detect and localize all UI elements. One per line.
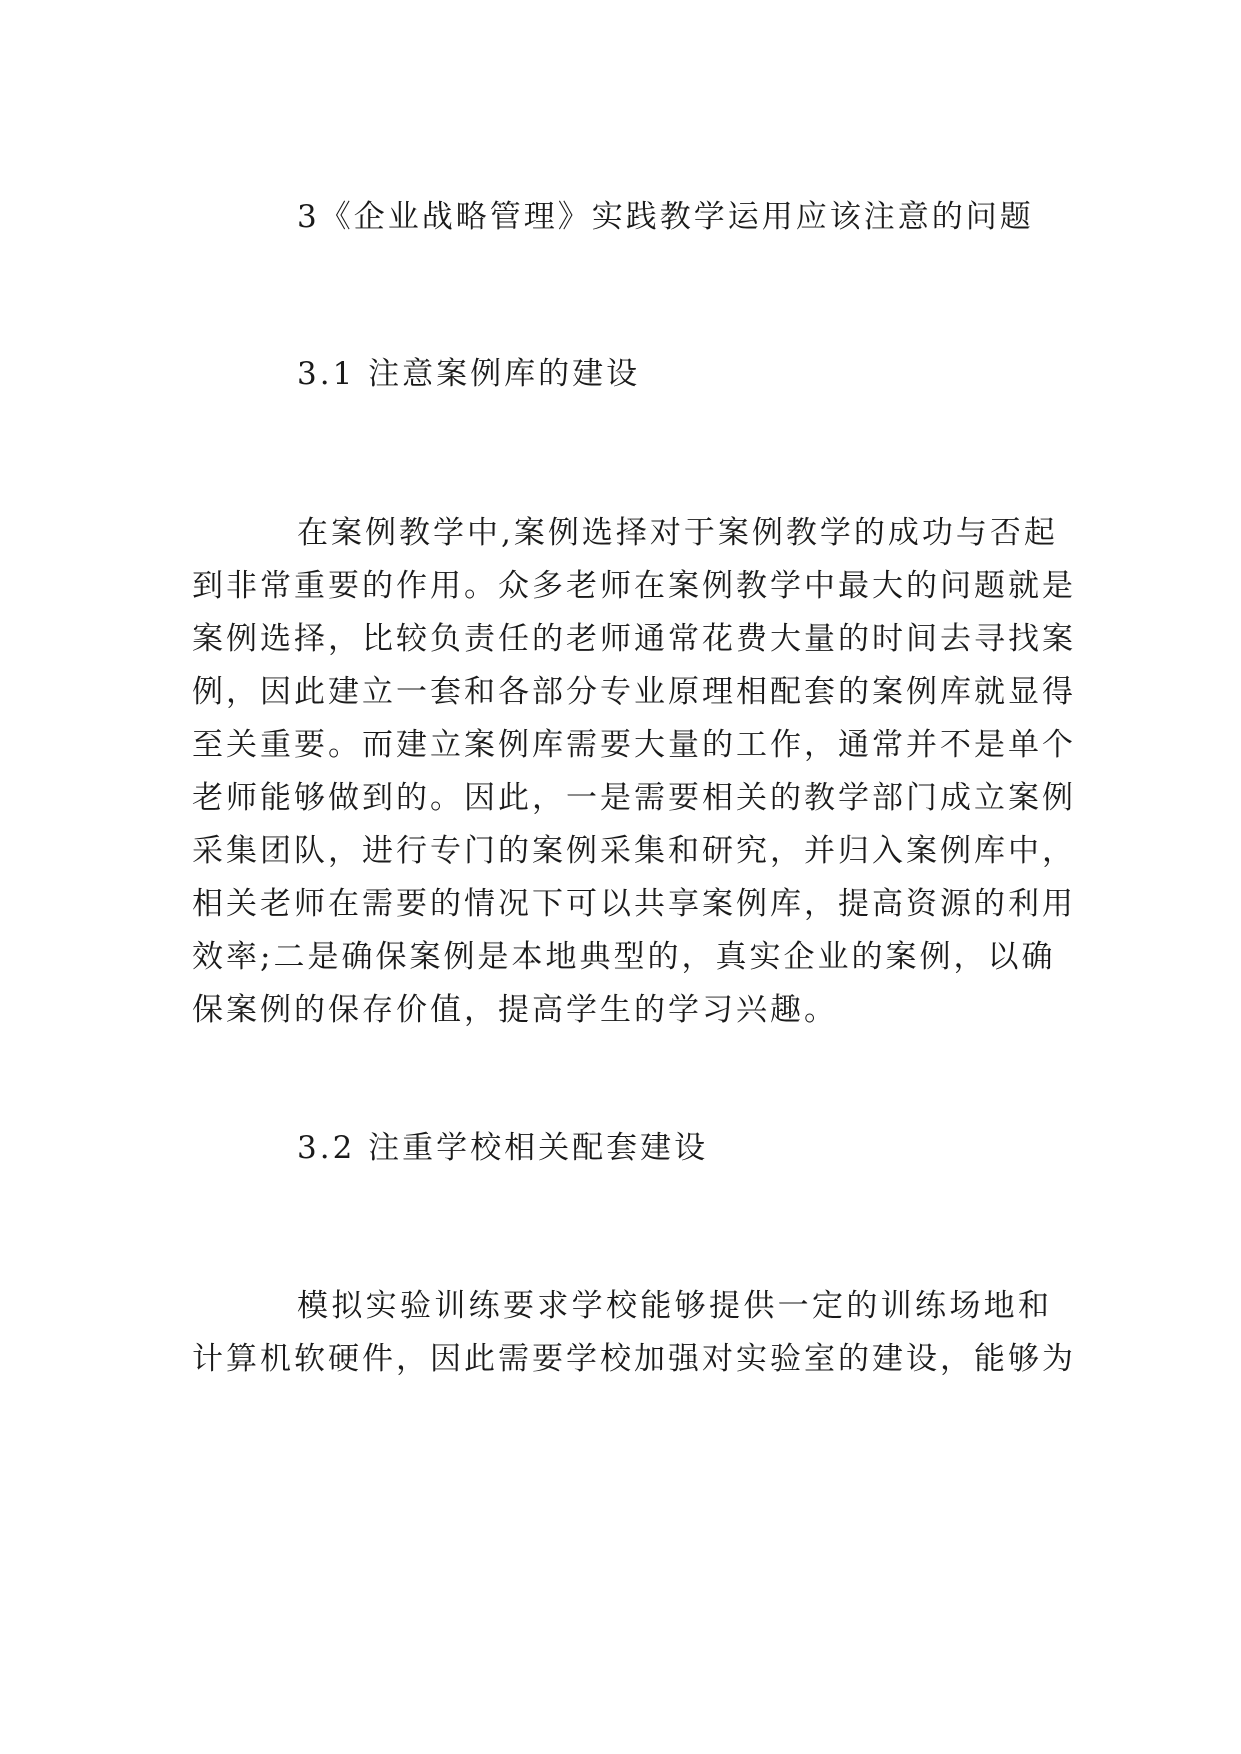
subsection-2-heading: 3.2 注重学校相关配套建设 (297, 1130, 709, 1166)
paragraph-line: 计算机软硬件，因此需要学校加强对实验室的建设，能够为 (192, 1341, 1076, 1377)
paragraph-line: 至关重要。而建立案例库需要大量的工作，通常并不是单个 (192, 727, 1076, 763)
paragraph-line: 案例选择，比较负责任的老师通常花费大量的时间去寻找案 (192, 621, 1076, 657)
subsection-1-heading: 3.1 注意案例库的建设 (297, 356, 641, 392)
section-heading: 3《企业战略管理》实践教学运用应该注意的问题 (297, 199, 1034, 235)
paragraph-line: 在案例教学中,案例选择对于案例教学的成功与否起 (297, 515, 1058, 551)
paragraph-line: 老师能够做到的。因此，一是需要相关的教学部门成立案例 (192, 780, 1076, 816)
paragraph-line: 例，因此建立一套和各部分专业原理相配套的案例库就显得 (192, 674, 1076, 710)
paragraph-line: 保案例的保存价值，提高学生的学习兴趣。 (192, 992, 838, 1028)
paragraph-line: 到非常重要的作用。众多老师在案例教学中最大的问题就是 (192, 568, 1076, 604)
paragraph-line: 效率;二是确保案例是本地典型的，真实企业的案例，以确 (192, 939, 1056, 975)
paragraph-line: 模拟实验训练要求学校能够提供一定的训练场地和 (297, 1288, 1052, 1324)
paragraph-line: 相关老师在需要的情况下可以共享案例库，提高资源的利用 (192, 886, 1076, 922)
paragraph-line: 采集团队，进行专门的案例采集和研究，并归入案例库中， (192, 833, 1076, 869)
